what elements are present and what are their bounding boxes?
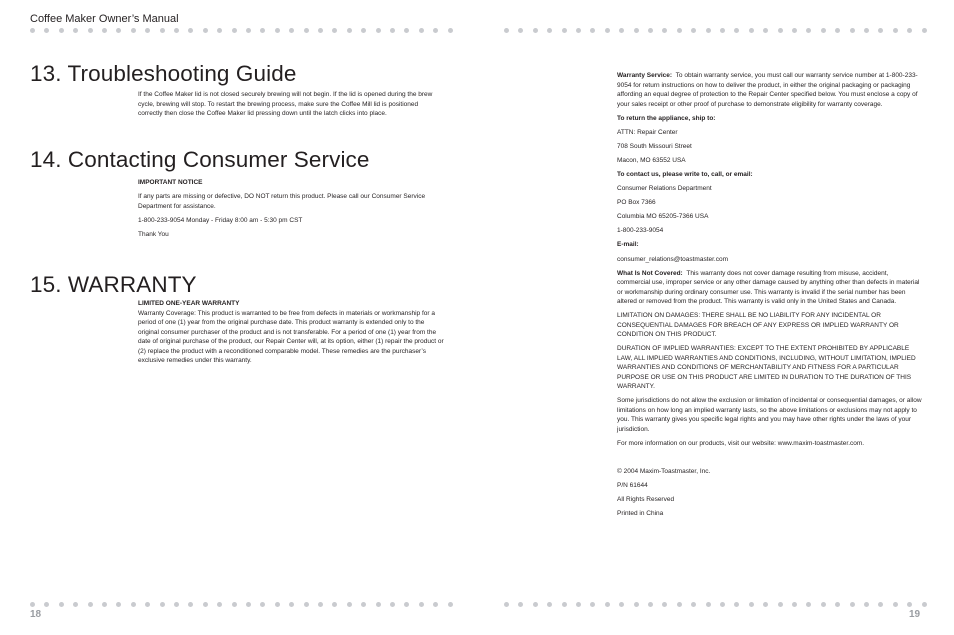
rule-dot bbox=[44, 28, 49, 33]
rule-dot bbox=[576, 602, 581, 607]
rule-dot bbox=[677, 28, 682, 33]
rule-dot bbox=[433, 602, 438, 607]
jurisdictions-paragraph: Some jurisdictions do not allow the exclusion or limitation of incidental or consequential damages, or allow limitations on how long an implied warranty lasts, so the above limitations or exclusions may not apply to you. This warranty gives you specific legal rights and you may have other rights under the laws of your jurisdiction. bbox=[617, 397, 922, 433]
rule-dot bbox=[304, 602, 309, 607]
rule-dot bbox=[30, 28, 35, 33]
rule-dot bbox=[864, 28, 869, 33]
rule-dot bbox=[88, 28, 93, 33]
rule-dot bbox=[59, 28, 64, 33]
rule-dot bbox=[116, 602, 121, 607]
rule-dot bbox=[648, 28, 653, 33]
rule-dot bbox=[145, 602, 150, 607]
rule-dot bbox=[864, 602, 869, 607]
rule-dot bbox=[648, 602, 653, 607]
rule-dot bbox=[304, 28, 309, 33]
rule-dot bbox=[404, 602, 409, 607]
rule-dot bbox=[662, 602, 667, 607]
rule-dot bbox=[203, 28, 208, 33]
rule-dot bbox=[73, 28, 78, 33]
rule-dot bbox=[504, 602, 509, 607]
rule-dot bbox=[518, 602, 523, 607]
rule-dot bbox=[318, 28, 323, 33]
rule-dot bbox=[275, 28, 280, 33]
rule-dot bbox=[188, 602, 193, 607]
rule-dot bbox=[504, 28, 509, 33]
rule-dot bbox=[734, 602, 739, 607]
rule-dot bbox=[893, 602, 898, 607]
rule-dot bbox=[792, 28, 797, 33]
rule-dot bbox=[835, 28, 840, 33]
rule-dot bbox=[88, 602, 93, 607]
rule-dot bbox=[605, 602, 610, 607]
consumer-service-phone: 1-800-233-9054 Monday - Friday 8:00 am - 5:30 pm CST bbox=[138, 216, 303, 224]
rule-dot bbox=[203, 602, 208, 607]
printed-in-line: Printed in China bbox=[617, 509, 664, 517]
rule-dot bbox=[835, 602, 840, 607]
rule-dot bbox=[160, 28, 165, 33]
rule-dot bbox=[547, 28, 552, 33]
contact-label: To contact us, please write to, call, or email: bbox=[617, 170, 753, 178]
rule-dot bbox=[347, 602, 352, 607]
rule-dot bbox=[102, 28, 107, 33]
section-15-body bbox=[138, 299, 444, 370]
contact-phone: 1-800-233-9054 bbox=[617, 227, 664, 235]
rule-dot bbox=[792, 602, 797, 607]
email-label: E-mail: bbox=[617, 241, 639, 249]
rule-dot bbox=[160, 602, 165, 607]
dotted-rule-bottom-left bbox=[30, 602, 450, 608]
not-covered-label: What Is Not Covered: bbox=[617, 269, 683, 277]
return-address-line: ATTN: Repair Center bbox=[617, 128, 678, 136]
contact-address-line: Columbia MO 65205-7366 USA bbox=[617, 213, 709, 221]
rule-dot bbox=[44, 602, 49, 607]
rule-dot bbox=[289, 28, 294, 33]
rule-dot bbox=[232, 28, 237, 33]
rule-dot bbox=[634, 602, 639, 607]
limited-warranty-label: LIMITED ONE-YEAR WARRANTY bbox=[138, 300, 240, 307]
rule-dot bbox=[691, 602, 696, 607]
return-address-line: 708 South Missouri Street bbox=[617, 142, 692, 150]
rule-dot bbox=[720, 28, 725, 33]
page-header-title: Coffee Maker Owner’s Manual bbox=[30, 13, 179, 25]
section-14-heading: 14. Contacting Consumer Service bbox=[30, 147, 370, 172]
section-13-body bbox=[138, 90, 444, 123]
rule-dot bbox=[390, 28, 395, 33]
rule-dot bbox=[174, 28, 179, 33]
rule-dot bbox=[749, 602, 754, 607]
rule-dot bbox=[533, 28, 538, 33]
page-number-right: 19 bbox=[909, 609, 921, 620]
rule-dot bbox=[778, 28, 783, 33]
rule-dot bbox=[533, 602, 538, 607]
important-notice-text: If any parts are missing or defective, DO NOT return this product. Please call our Consumer Service Department for assistance. bbox=[138, 193, 426, 210]
duration-paragraph: DURATION OF IMPLIED WARRANTIES: EXCEPT TO THE EXTENT PROHIBITED BY APPLICABLE LAW, ALL IMPLIED WARRANTIES AND CONDITIONS, INCLUDING, WITHOUT LIMITATION, IMPLIED WARRANTIES AND CONDITIONS OF MERCHANTABILITY AND FITNESS FOR A PARTICULAR PURPOSE OR USE ON THIS PRODUCT ARE LIMITED IN DURATION TO THE DURATION OF THIS WARRANTY. bbox=[617, 345, 916, 391]
not-covered-paragraph bbox=[617, 269, 923, 307]
rule-dot bbox=[734, 28, 739, 33]
rule-dot bbox=[73, 602, 78, 607]
rule-dot bbox=[448, 602, 453, 607]
rule-dot bbox=[821, 602, 826, 607]
rule-dot bbox=[361, 602, 366, 607]
rule-dot bbox=[188, 28, 193, 33]
dotted-rule-top-left bbox=[30, 28, 450, 34]
warranty-coverage-text: Warranty Coverage: This product is warranted to be free from defects in materials or workmanship for a period of one (1) year from the original purchase date. This product warranty is extended only to the original consumer purchaser of the product and is not transferable. For a period of one (1) year from the date of original purchase of the product, our Repair Center will, at its option, either (1) repair the product or (2) replace the product with a reconditioned comparable model. These remedies are the purchaser’s exclusive remedies under this warranty. bbox=[138, 309, 444, 364]
page-number-left: 18 bbox=[30, 609, 42, 620]
rule-dot bbox=[145, 28, 150, 33]
rule-dot bbox=[878, 28, 883, 33]
rule-dot bbox=[922, 28, 927, 33]
warranty-service-text: To obtain warranty service, you must call our warranty service number at 1-800-233-9054 for return instructions on how to deliver the product, in either the original packaging or packaging affording an equal degree of protection to the Repair Center specified below. You must enclose a copy of your sales receipt or other proof of purchase to demonstrate eligibility for warranty coverage. bbox=[617, 72, 918, 108]
rule-dot bbox=[131, 28, 136, 33]
rule-dot bbox=[634, 28, 639, 33]
return-ship-label: To return the appliance, ship to: bbox=[617, 114, 716, 122]
rule-dot bbox=[332, 602, 337, 607]
troubleshooting-paragraph: If the Coffee Maker lid is not closed securely brewing will not begin. If the lid is opened during the brew cycle, brewing will stop. To restart the brewing process, make sure the Coffee Mill lid is positioned correctly then close the Coffee Maker lid pressing down until the latch clicks into place. bbox=[138, 91, 433, 117]
rule-dot bbox=[821, 28, 826, 33]
important-notice-label: IMPORTANT NOTICE bbox=[138, 179, 203, 186]
rule-dot bbox=[232, 602, 237, 607]
rule-dot bbox=[347, 28, 352, 33]
dotted-rule-bottom-right bbox=[504, 602, 924, 608]
contact-address-line: PO Box 7366 bbox=[617, 199, 656, 207]
rule-dot bbox=[448, 28, 453, 33]
rule-dot bbox=[246, 28, 251, 33]
rule-dot bbox=[662, 28, 667, 33]
email-address: consumer_relations@toastmaster.com bbox=[617, 255, 729, 263]
rule-dot bbox=[763, 602, 768, 607]
copyright-line: © 2004 Maxim-Toastmaster, Inc. bbox=[617, 467, 711, 475]
rule-dot bbox=[260, 28, 265, 33]
warranty-service-label: Warranty Service: bbox=[617, 72, 673, 79]
rule-dot bbox=[217, 28, 222, 33]
rule-dot bbox=[275, 602, 280, 607]
rule-dot bbox=[361, 28, 366, 33]
contact-address-line: Consumer Relations Department bbox=[617, 185, 712, 193]
rule-dot bbox=[419, 602, 424, 607]
rule-dot bbox=[376, 602, 381, 607]
rule-dot bbox=[318, 602, 323, 607]
rule-dot bbox=[893, 28, 898, 33]
rule-dot bbox=[562, 602, 567, 607]
not-covered-text: This warranty does not cover damage resulting from misuse, accident, commercial use, improper service or any other damage caused by anything other than defects in material or workmanship during ordinary consumer use. This warranty is invalid if the serial number has been altered or removed from the product. This warranty is valid only in the United States and Canada. bbox=[617, 269, 920, 306]
rule-dot bbox=[390, 602, 395, 607]
rule-dot bbox=[706, 28, 711, 33]
rule-dot bbox=[691, 28, 696, 33]
rights-line: All Rights Reserved bbox=[617, 495, 675, 503]
rule-dot bbox=[605, 28, 610, 33]
rule-dot bbox=[706, 602, 711, 607]
rule-dot bbox=[878, 602, 883, 607]
rule-dot bbox=[246, 602, 251, 607]
rule-dot bbox=[806, 602, 811, 607]
section-13-heading: 13. Troubleshooting Guide bbox=[30, 61, 297, 86]
rule-dot bbox=[763, 28, 768, 33]
rule-dot bbox=[404, 28, 409, 33]
rule-dot bbox=[907, 28, 912, 33]
rule-dot bbox=[59, 602, 64, 607]
rule-dot bbox=[922, 602, 927, 607]
rule-dot bbox=[174, 602, 179, 607]
warranty-service-paragraph bbox=[617, 71, 923, 109]
rule-dot bbox=[806, 28, 811, 33]
rule-dot bbox=[850, 28, 855, 33]
rule-dot bbox=[850, 602, 855, 607]
rule-dot bbox=[260, 602, 265, 607]
rule-dot bbox=[30, 602, 35, 607]
rule-dot bbox=[907, 602, 912, 607]
rule-dot bbox=[116, 28, 121, 33]
limitation-paragraph: LIMITATION ON DAMAGES: THERE SHALL BE NO LIABILITY FOR ANY INCIDENTAL OR CONSEQUENTIAL DAMAGES FOR BREACH OF ANY EXPRESS OR IMPLIED WARRANTY OR CONDITION ON THIS PRODUCT. bbox=[617, 312, 899, 339]
rule-dot bbox=[562, 28, 567, 33]
rule-dot bbox=[419, 28, 424, 33]
rule-dot bbox=[547, 602, 552, 607]
rule-dot bbox=[720, 602, 725, 607]
rule-dot bbox=[131, 602, 136, 607]
rule-dot bbox=[619, 28, 624, 33]
rule-dot bbox=[576, 28, 581, 33]
rule-dot bbox=[433, 28, 438, 33]
rule-dot bbox=[590, 602, 595, 607]
rule-dot bbox=[102, 602, 107, 607]
rule-dot bbox=[677, 602, 682, 607]
part-number-line: P/N 61644 bbox=[617, 481, 648, 489]
warranty-details-column bbox=[617, 71, 923, 523]
rule-dot bbox=[289, 602, 294, 607]
dotted-rule-top-right bbox=[504, 28, 924, 34]
rule-dot bbox=[778, 602, 783, 607]
rule-dot bbox=[332, 28, 337, 33]
thank-you-text: Thank You bbox=[138, 231, 169, 239]
section-15-heading: 15. WARRANTY bbox=[30, 272, 197, 297]
rule-dot bbox=[518, 28, 523, 33]
rule-dot bbox=[376, 28, 381, 33]
section-14-body bbox=[138, 178, 444, 244]
rule-dot bbox=[619, 602, 624, 607]
rule-dot bbox=[749, 28, 754, 33]
rule-dot bbox=[217, 602, 222, 607]
rule-dot bbox=[590, 28, 595, 33]
return-address-line: Macon, MO 63552 USA bbox=[617, 156, 686, 164]
more-info-paragraph: For more information on our products, visit our website: www.maxim-toastmaster.com. bbox=[617, 440, 865, 447]
